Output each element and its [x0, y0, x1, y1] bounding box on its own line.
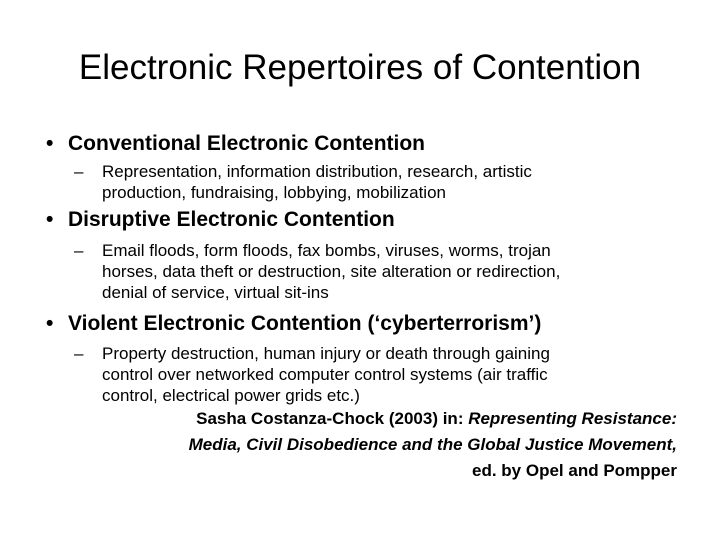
citation [102, 406, 677, 484]
citation-editors: ed. by Opel and Pompper [472, 461, 677, 480]
bullet-heading: Disruptive Electronic Contention [68, 208, 395, 231]
bullet-marker: • [46, 132, 54, 155]
sub-line: horses, data theft or destruction, site alteration or redirection, [102, 262, 561, 281]
slide-title: Electronic Repertoires of Contention [78, 48, 642, 87]
bullet-marker: • [46, 208, 54, 231]
sub-marker: – [74, 241, 84, 260]
bullet-disruptive [46, 208, 395, 232]
citation-line-2 [102, 432, 677, 458]
sub-item-conventional [74, 161, 532, 203]
sub-marker: – [74, 344, 84, 363]
sub-marker: – [74, 162, 84, 181]
citation-title-part1: Representing Resistance: [468, 409, 677, 428]
sub-line: production, fundraising, lobbying, mobilization [102, 183, 446, 202]
sub-line: denial of service, virtual sit-ins [102, 283, 329, 302]
bullet-violent [46, 312, 541, 336]
sub-item-violent [74, 343, 550, 406]
bullet-conventional [46, 132, 425, 156]
sub-item-disruptive [74, 240, 561, 303]
sub-line: control over networked computer control systems (air traffic [102, 365, 548, 384]
citation-title-part2: Media, Civil Disobedience and the Global Justice Movement, [188, 435, 677, 454]
bullet-heading: Conventional Electronic Contention [68, 132, 426, 155]
bullet-marker: • [46, 312, 54, 335]
citation-line-1 [102, 406, 677, 432]
sub-line: control, electrical power grids etc.) [102, 386, 360, 405]
sub-line: Representation, information distribution, research, artistic [102, 162, 532, 181]
sub-line: Property destruction, human injury or death through gaining [102, 344, 550, 363]
citation-author: Sasha Costanza-Chock (2003) in: [196, 409, 469, 428]
bullet-heading: Violent Electronic Contention (‘cyberterrorism’) [68, 312, 542, 335]
sub-line: Email floods, form floods, fax bombs, viruses, worms, trojan [102, 241, 551, 260]
